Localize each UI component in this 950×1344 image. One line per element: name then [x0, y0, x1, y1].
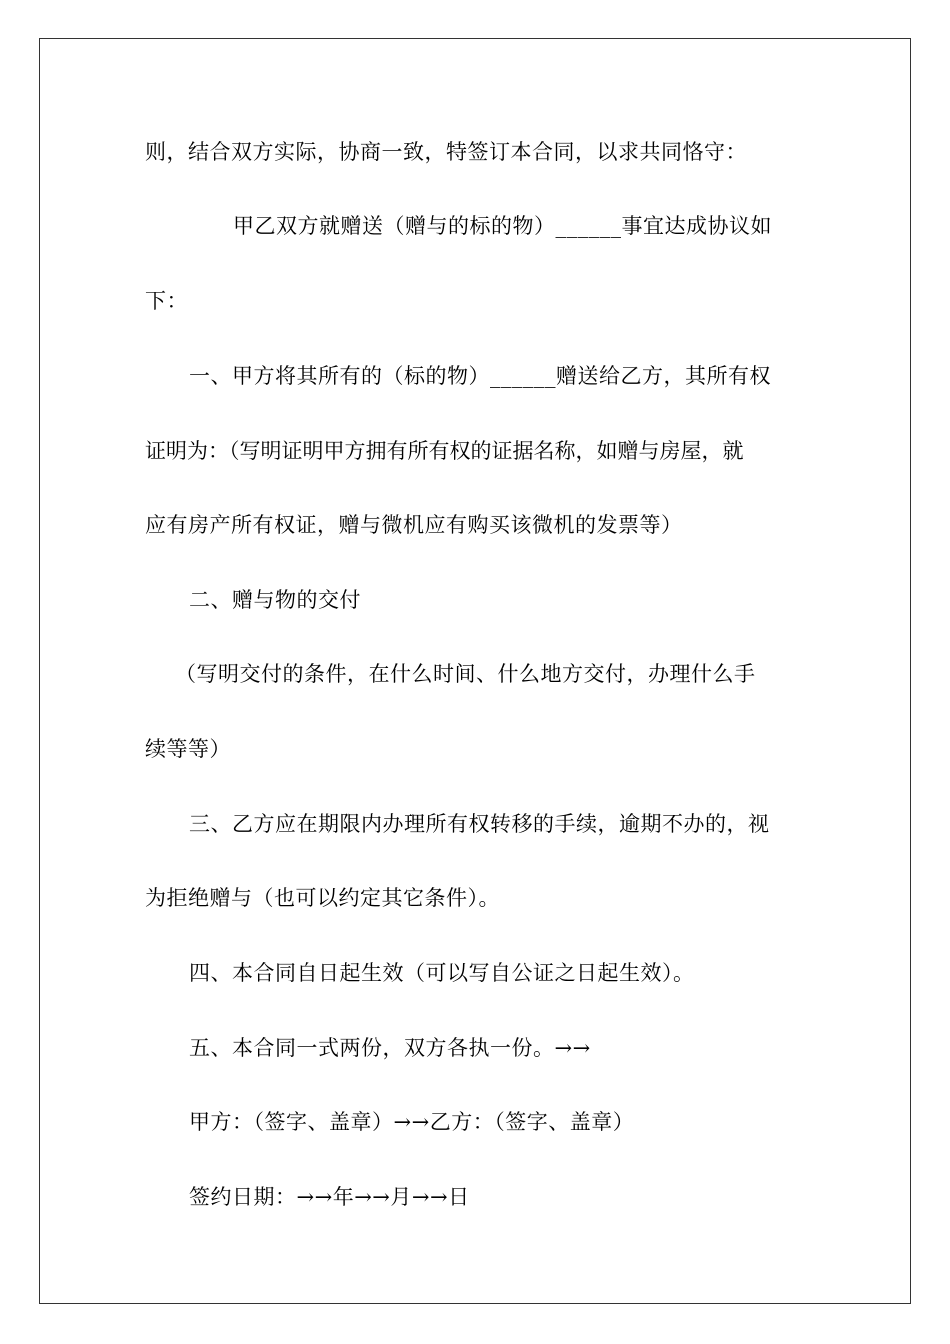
paragraph-line: 三、乙方应在期限内办理所有权转移的手续，逾期不办的，视 [189, 812, 770, 836]
paragraph-line: （写明交付的条件，在什么时间、什么地方交付，办理什么手 [175, 662, 756, 686]
paragraph-line: 五、本合同一式两份，双方各执一份。→→ [189, 1036, 591, 1060]
paragraph-line: 一、甲方将其所有的（标的物）______赠送给乙方，其所有权 [189, 364, 771, 388]
paragraph-line: 证明为：（写明证明甲方拥有所有权的证据名称，如赠与房屋，就 [145, 439, 744, 463]
signing-date-line: 签约日期：→→年→→月→→日 [189, 1185, 470, 1209]
paragraph-line: 下： [145, 289, 188, 313]
paragraph-line: 应有房产所有权证，赠与微机应有购买该微机的发票等） [145, 513, 683, 537]
paragraph-line: 为拒绝赠与（也可以约定其它条件）。 [145, 886, 500, 910]
signature-line: 甲方：（签字、盖章）→→乙方：（签字、盖章） [189, 1110, 635, 1134]
section-heading: 二、赠与物的交付 [189, 588, 361, 612]
paragraph-line: 则，结合双方实际，协商一致，特签订本合同，以求共同恪守： [145, 140, 747, 164]
paragraph-line: 续等等） [145, 737, 231, 761]
paragraph-line: 甲乙双方就赠送（赠与的标的物）______事宜达成协议如 [233, 214, 772, 238]
paragraph-line: 四、本合同自日起生效（可以写自公证之日起生效）。 [189, 961, 695, 985]
